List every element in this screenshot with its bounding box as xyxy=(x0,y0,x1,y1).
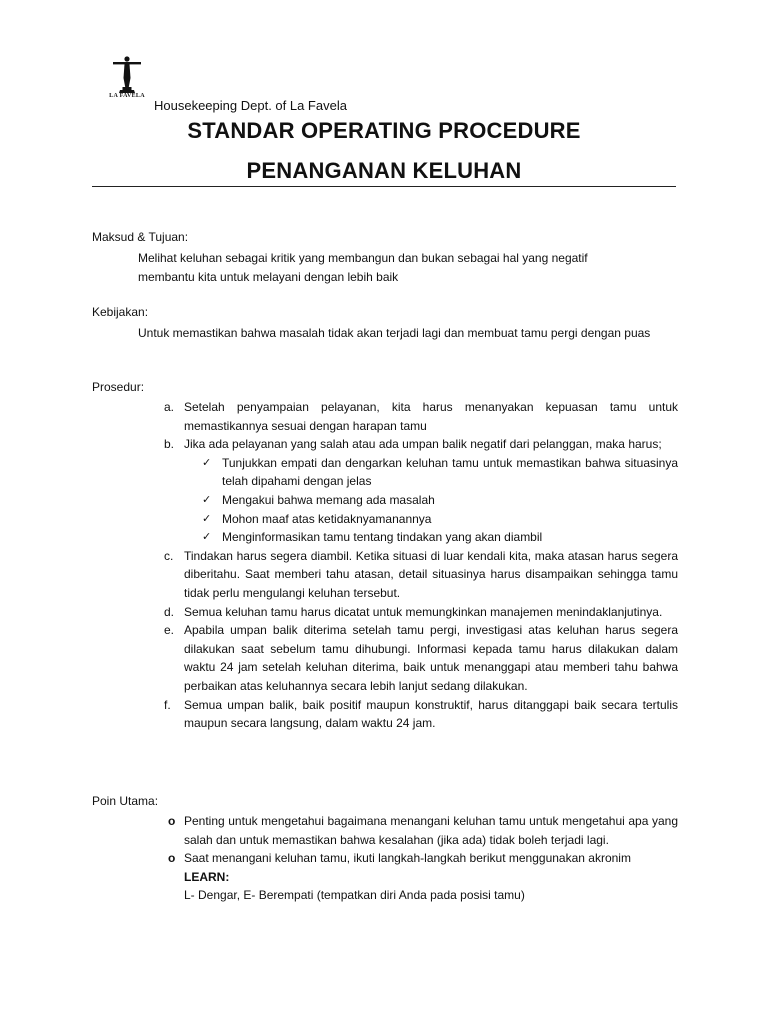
logo-text: LA FAVELA xyxy=(109,93,145,99)
list-item xyxy=(92,812,678,849)
list-item-text: Semua umpan balik, baik positif maupun konstruktif, harus ditanggapi baik secara tertulis maupun secara langsung, dalam waktu 24 jam. xyxy=(184,697,678,731)
bullet-icon: o xyxy=(168,814,176,828)
prosedur-heading: Prosedur: xyxy=(92,380,145,394)
check-icon: ✓ xyxy=(202,511,212,525)
list-item xyxy=(92,696,678,733)
list-item-text: Penting untuk mengetahui bagaimana menangani keluhan tamu untuk mengetahui apa yang salah dan untuk memastikan bahwa kesalahan (jika ada) tidak boleh terjadi lagi. xyxy=(184,814,678,847)
list-marker: a. xyxy=(164,400,175,414)
maksud-line2: membantu kita untuk melayani dengan lebih baik xyxy=(138,270,399,284)
prosedur-list xyxy=(92,398,678,733)
check-item-text: Menginformasikan tamu tentang tindakan yang akan diambil xyxy=(222,530,543,545)
department-label: Housekeeping Dept. of La Favela xyxy=(154,98,347,113)
check-icon: ✓ xyxy=(202,492,212,506)
bullet-icon: o xyxy=(168,851,176,866)
acronym-line: L- Dengar, E- Berempati (tempatkan diri Anda pada posisi tamu) xyxy=(184,888,525,903)
list-item-text: Apabila umpan balik diterima setelah tamu pergi, investigasi atas keluhan harus segera dilakukan saat sebelum tamu dihubungi. Informasi kepada tamu harus dilakukan dalam waktu 24 jam setelah keluhan diterima, baik untuk menanggapi atau memberi tahu bahwa perbaikan atas keluhannya secara lebih lanjut sedang dilakukan. xyxy=(184,623,678,693)
check-item xyxy=(92,528,678,547)
kebijakan-text: Untuk memastikan bahwa masalah tidak akan terjadi lagi dan membuat tamu pergi dengan puas xyxy=(138,326,651,340)
list-item xyxy=(92,398,678,435)
maksud-line1: Melihat keluhan sebagai kritik yang membangun dan bukan sebagai hal yang negatif xyxy=(138,251,588,265)
check-item-text: Mohon maaf atas ketidaknyamanannya xyxy=(222,511,432,526)
check-icon: ✓ xyxy=(202,530,212,544)
list-item xyxy=(92,603,678,622)
list-marker: d. xyxy=(164,604,175,619)
list-item xyxy=(92,849,678,905)
list-marker: e. xyxy=(164,623,175,638)
list-item xyxy=(92,547,678,603)
maksud-heading: Maksud & Tujuan: xyxy=(92,230,189,244)
list-item xyxy=(92,621,678,695)
list-item-text: Saat menangani keluhan tamu, ikuti langkah-langkah berikut menggunakan akronim xyxy=(184,851,631,866)
check-item-text: Tunjukkan empati dan dengarkan keluhan tamu untuk memastikan bahwa situasinya telah dipahami dengan jelas xyxy=(222,455,678,489)
document-title-line1: STANDAR OPERATING PROCEDURE xyxy=(187,118,581,143)
la-favela-logo xyxy=(104,54,150,104)
list-item-text: Semua keluhan tamu harus dicatat untuk memungkinkan manajemen menindaklanjutinya. xyxy=(184,604,663,619)
kebijakan-heading: Kebijakan: xyxy=(92,305,149,319)
list-marker: c. xyxy=(164,548,174,563)
poin-utama-heading: Poin Utama: xyxy=(92,794,159,808)
check-item xyxy=(92,454,678,491)
list-item-text: Jika ada pelayanan yang salah atau ada umpan balik negatif dari pelanggan, maka harus; xyxy=(184,437,662,452)
check-icon: ✓ xyxy=(202,455,212,469)
title-divider xyxy=(92,186,676,187)
list-marker: b. xyxy=(164,437,175,452)
check-item xyxy=(92,491,678,510)
acronym-label: LEARN: xyxy=(184,869,230,884)
list-item-text: Tindakan harus segera diambil. Ketika situasi di luar kendali kita, maka atasan harus segera diberitahu. Saat memberi tahu atasan, detail situasinya harus disampaikan sehingga tamu tidak perlu mengulangi keluhan tersebut. xyxy=(184,548,678,600)
check-item-text: Mengakui bahwa memang ada masalah xyxy=(222,492,435,507)
statue-icon xyxy=(104,54,150,94)
check-item xyxy=(92,510,678,529)
list-item-text: Setelah penyampaian pelayanan, kita harus menanyakan kepuasan tamu untuk memastikannya sesuai dengan harapan tamu xyxy=(184,400,678,433)
list-item xyxy=(92,435,678,454)
list-marker: f. xyxy=(164,697,171,712)
document-title-line2: PENANGANAN KELUHAN xyxy=(246,158,522,183)
poin-utama-list xyxy=(92,812,678,905)
